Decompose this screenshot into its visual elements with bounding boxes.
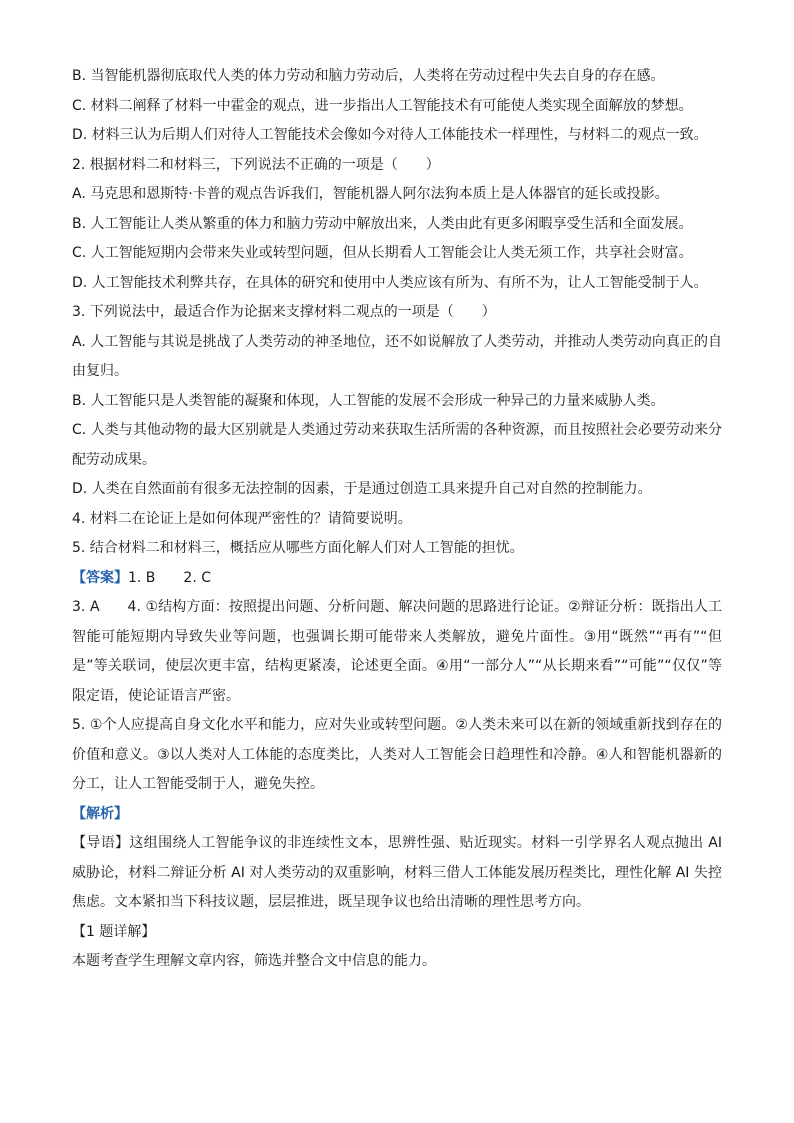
q2-option-b: B. 人工智能让人类从繁重的体力和脑力劳动中解放出来，人类由此有更多闲暇享受生活和全面发展。 bbox=[72, 215, 693, 232]
q4-stem: 4. 材料二在论证上是如何体现严密性的？请简要说明。 bbox=[72, 510, 412, 527]
answer-3: 3. A bbox=[72, 599, 100, 615]
q3-option-b: B. 人工智能只是人类智能的凝聚和体现，人工智能的发展不会形成一种异己的力量来威胁人类。 bbox=[72, 392, 665, 409]
guide-text: 这组围绕人工智能争议的非连续性文本，思辨性强、贴近现实。材料一引学界名人观点抛出 AI 威胁论，材料二辩证分析 AI 对人类劳动的双重影响，材料三借人工体能发展历程类比，理性化解 AI 失控焦虑。文本紧扣当下科技议题，层层推进，既呈现争议也给出清晰的理性思考方向。 bbox=[72, 835, 723, 910]
answer-2: 2. C bbox=[183, 569, 212, 586]
q1-option-b: B. 当智能机器彻底取代人类的体力劳动和脑力劳动后，人类将在劳动过程中失去自身的存在感。 bbox=[72, 68, 665, 84]
guide-tag: 【导语】 bbox=[72, 835, 130, 851]
q2-option-a: A. 马克思和恩斯特·卡普的观点告诉我们，智能机器人阿尔法狗本质上是人体器官的延长或投影。 bbox=[72, 186, 669, 202]
answer-1: 1. B bbox=[128, 569, 156, 586]
q3-option-c: C. 人类与其他动物的最大区别就是人类通过劳动来获取生活所需的各种资源，而且按照社会必要劳动来分配劳动成果。 bbox=[72, 422, 722, 468]
q3-stem: 3. 下列说法中，最适合作为论据来支撑材料二观点的一项是（ ） bbox=[72, 304, 496, 320]
answer-3-4 bbox=[72, 593, 722, 711]
answer-tag: 【答案】 bbox=[72, 569, 128, 586]
q2-option-d: D. 人工智能技术利弊共存，在具体的研究和使用中人类应该有所为、有所不为，让人工智能受制于人。 bbox=[72, 274, 708, 291]
guide-paragraph bbox=[72, 829, 722, 918]
analysis-heading bbox=[72, 800, 722, 830]
q3-option-d: D. 人类在自然面前有很多无法控制的因素，于是通过创造工具来提升自己对自然的控制能力。 bbox=[72, 481, 652, 497]
document-content bbox=[72, 62, 722, 977]
q1-option-d: D. 材料三认为后期人们对待人工智能技术会像如今对待人工体能技术一样理性，与材料二的观点一致。 bbox=[72, 127, 708, 143]
q2-stem: 2. 根据材料二和材料三，下列说法不正确的一项是（ ） bbox=[72, 156, 440, 173]
analysis-tag: 【解析】 bbox=[72, 805, 128, 822]
answer-4: 4. ①结构方面：按照提出问题、分析问题、解决问题的思路进行论证。②辩证分析：既指出人工智能可能短期内导致失业等问题，也强调长期可能带来人类解放，避免片面性。③用“既然”“再有”“但是”等关联词，使层次更丰富，结构更紧凑，论述更全面。④用“一部分人”“从长期来看”“可能”“仅仅”等限定语，使论证语言严密。 bbox=[72, 599, 722, 704]
detail-text: 本题考查学生理解文章内容，筛选并整合文中信息的能力。 bbox=[72, 953, 436, 969]
detail-heading: 【1 题详解】 bbox=[72, 923, 156, 940]
answer-5: 5. ①个人应提高自身文化水平和能力，应对失业或转型问题。②人类未来可以在新的领域重新找到存在的价值和意义。③以人类对人工体能的态度类比，人类对人工智能会日趋理性和冷静。④人和智能机器新的分工，让人工智能受制于人，避免失控。 bbox=[72, 717, 722, 792]
answer-line bbox=[72, 564, 722, 594]
q3-option-a: A. 人工智能与其说是挑战了人类劳动的神圣地位，还不如说解放了人类劳动，并推动人类劳动向真正的自由复归。 bbox=[72, 333, 722, 379]
q5-stem: 5. 结合材料二和材料三，概括应从哪些方面化解人们对人工智能的担忧。 bbox=[72, 540, 524, 556]
q2-option-c: C. 人工智能短期内会带来失业或转型问题，但从长期看人工智能会让人类无须工作，共享社会财富。 bbox=[72, 245, 693, 261]
q1-option-c: C. 材料二阐释了材料一中霍金的观点，进一步指出人工智能技术有可能使人类实现全面解放的梦想。 bbox=[72, 97, 693, 114]
